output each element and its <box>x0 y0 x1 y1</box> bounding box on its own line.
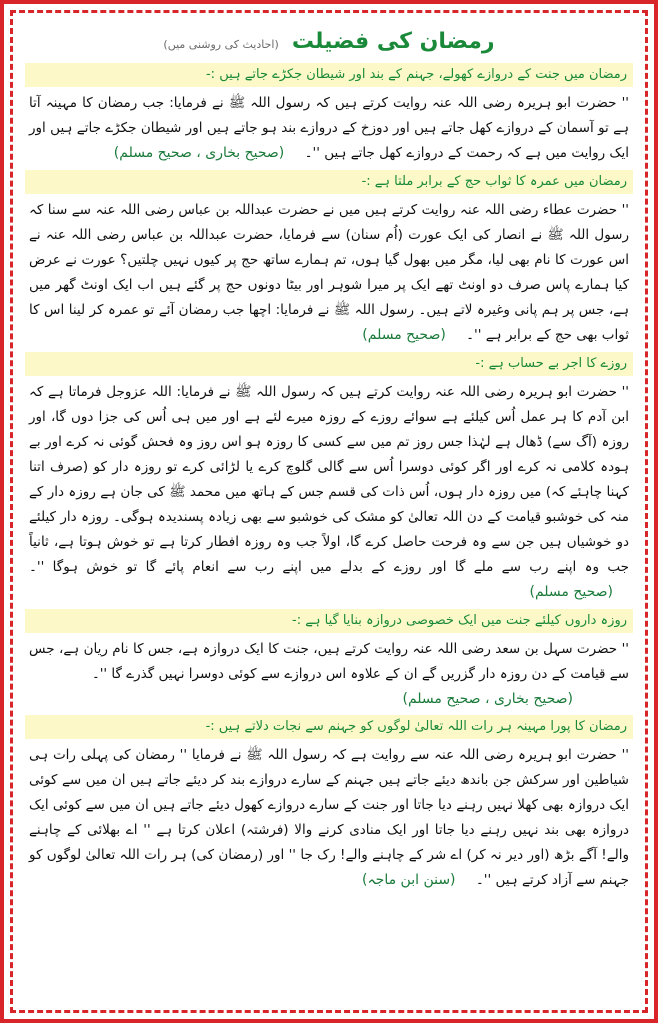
hadith-text: '' حضرت سہل بن سعد رضی اللہ عنہ روایت کرتے ہیں، جنت کا ایک دروازہ ہے، جس کا نام ریان ہے، جس سے قیامت کے دن روزہ دار گزریں گے ان کے علاوہ اس دروازے سے کوئی دوسرا نہیں گذرے گا ''۔ <box>29 641 629 682</box>
section-heading: روزے کا اجر بے حساب ہے :- <box>25 352 633 376</box>
section-heading: رمضان میں جنت کے دروازے کھولے، جہنم کے بند اور شیطان جکڑے جاتے ہیں :- <box>25 63 633 87</box>
hadith-text: '' حضرت عطاء رضی اللہ عنہ روایت کرتے ہیں میں نے حضرت عبداللہ بن عباس رضی اللہ عنہ سے سنا کہ رسول اللہ ﷺ نے انصار کی ایک عورت (اُم سنان) سے فرمایا، حضرت عبداللہ بن عباس رضی اللہ عنہ نے اس عورت کا نام بھی لیا، مگر میں بھول گیا ہوں، تم ہمارے ساتھ حج پر کیوں نہیں چلتیں؟ عورت نے عرض کیا ہمارے پاس صرف دو اونٹ تھے ایک پر میرا شوہر اور بیٹا دونوں حج پر گئے ہیں اب ایک اونٹ گھر میں ہے، جس پر ہم پانی وغیرہ لاتے ہیں۔ رسول اللہ ﷺ نے فرمایا: اچھا جب رمضان آئے تو عمرہ کر لینا اس کا ثواب بھی حج کے برابر ہے ''۔ <box>29 202 629 343</box>
document-content <box>25 25 633 1002</box>
page-subtitle: (احادیث کی روشنی میں) <box>163 38 279 51</box>
section-fasting-reward <box>25 352 633 605</box>
inner-dashed-border <box>10 10 648 1013</box>
section-rayyan-gate <box>25 609 633 711</box>
section-body <box>25 91 633 166</box>
hadith-reference: (صحیح مسلم) <box>529 584 613 600</box>
section-heading: رمضان کا پورا مہینہ ہر رات اللہ تعالیٰ لوگوں کو جہنم سے نجات دلاتے ہیں :- <box>25 715 633 739</box>
section-umrah <box>25 170 633 348</box>
section-body <box>25 743 633 893</box>
section-body <box>25 637 633 687</box>
hadith-text: '' حضرت ابو ہریرہ رضی اللہ عنہ روایت کرتے ہیں کہ رسول اللہ ﷺ نے فرمایا: جب رمضان کا مہینہ آتا ہے تو آسمان کے دروازے کھل جاتے ہیں اور دوزخ کے دروازے بند ہو جاتے ہیں اور شیطان جکڑے جاتے ہیں اور ایک روایت میں ہے کہ رحمت کے دروازے کھل جاتے ہیں ''۔ <box>29 95 629 161</box>
hadith-text: '' حضرت ابو ہریرہ رضی اللہ عنہ روایت کرتے ہیں کہ رسول اللہ ﷺ نے فرمایا: اللہ عزوجل فرماتا ہے کہ ابن آدم کا ہر عمل اُس کیلئے ہے سوائے روزے کے روزہ میرے لئے ہے اور میں ہی اُس کی جزا دوں گا، اور روزہ (آگ سے) ڈھال ہے لہٰذا جس روز تم میں سے کسی کا روزہ ہو اس روز وہ فحش گوئی نہ کرے اور بے ہودہ کلامی نہ کرے اور اگر کوئی دوسرا اُس سے گالی گلوچ کرے یا لڑائی کرے تو روزہ دار کو (صرف اتنا کہنا چاہئے کہ) میں روزہ دار ہوں، اُس ذات کی قسم جس کے ہاتھ میں محمد ﷺ کی جان ہے روزہ دار کے منہ کی خوشبو قیامت کے دن اللہ تعالیٰ کو مشک کی خوشبو سے بھی زیادہ پسندیدہ ہوگی۔ روزہ دار کیلئے دو خوشیاں ہیں جن سے وہ فرحت حاصل کرے گا، اولاً جب وہ روزہ افطار کرتا ہے تو خوش ہوتا ہے، ثانیاً جب وہ اپنے رب سے ملے گا اور روزے کے بدلے میں اپنے رب سے انعام پائے گا تو خوش ہوگا ''۔ <box>29 384 629 575</box>
section-nightly-release <box>25 715 633 893</box>
section-body <box>25 380 633 605</box>
section-gates <box>25 63 633 166</box>
hadith-text: '' حضرت ابو ہریرہ رضی اللہ عنہ سے روایت ہے کہ رسول اللہ ﷺ نے فرمایا '' رمضان کی پہلی رات ہی شیاطین اور سرکش جن باندھ دیئے جاتے ہیں جہنم کے سارے دروازے بند کر دیئے جاتے ہیں ان میں سے کوئی ایک دروازہ بھی کھلا نہیں رہنے دیا جاتا اور جنت کے سارے دروازے کھول دیئے جاتے ہیں ان میں سے کوئی ایک دروازہ بھی بند نہیں رہنے دیا جاتا اور ایک منادی کرنے والا (فرشتہ) اعلان کرتا ہے '' اے بھلائی کے چاہنے والے! آگے بڑھ (اور دیر نہ کر) اے شر کے چاہنے والے! رک جا '' اور (رمضان کی) ہر رات اللہ تعالیٰ لوگوں کو جہنم سے آزاد کرتے ہیں ''۔ <box>29 747 629 888</box>
section-heading: روزہ داروں کیلئے جنت میں ایک خصوصی دروازہ بنایا گیا ہے :- <box>25 609 633 633</box>
section-body <box>25 198 633 348</box>
hadith-reference: (سنن ابن ماجہ) <box>362 872 456 888</box>
section-heading: رمضان میں عمرہ کا ثواب حج کے برابر ملتا ہے :- <box>25 170 633 194</box>
hadith-reference: (صحیح بخاری ، صحیح مسلم) <box>113 145 285 161</box>
page-title: رمضان کی فضیلت <box>291 29 495 54</box>
title-row <box>25 25 633 59</box>
hadith-reference: (صحیح مسلم) <box>362 327 446 343</box>
hadith-reference: (صحیح بخاری ، صحیح مسلم) <box>402 691 573 707</box>
